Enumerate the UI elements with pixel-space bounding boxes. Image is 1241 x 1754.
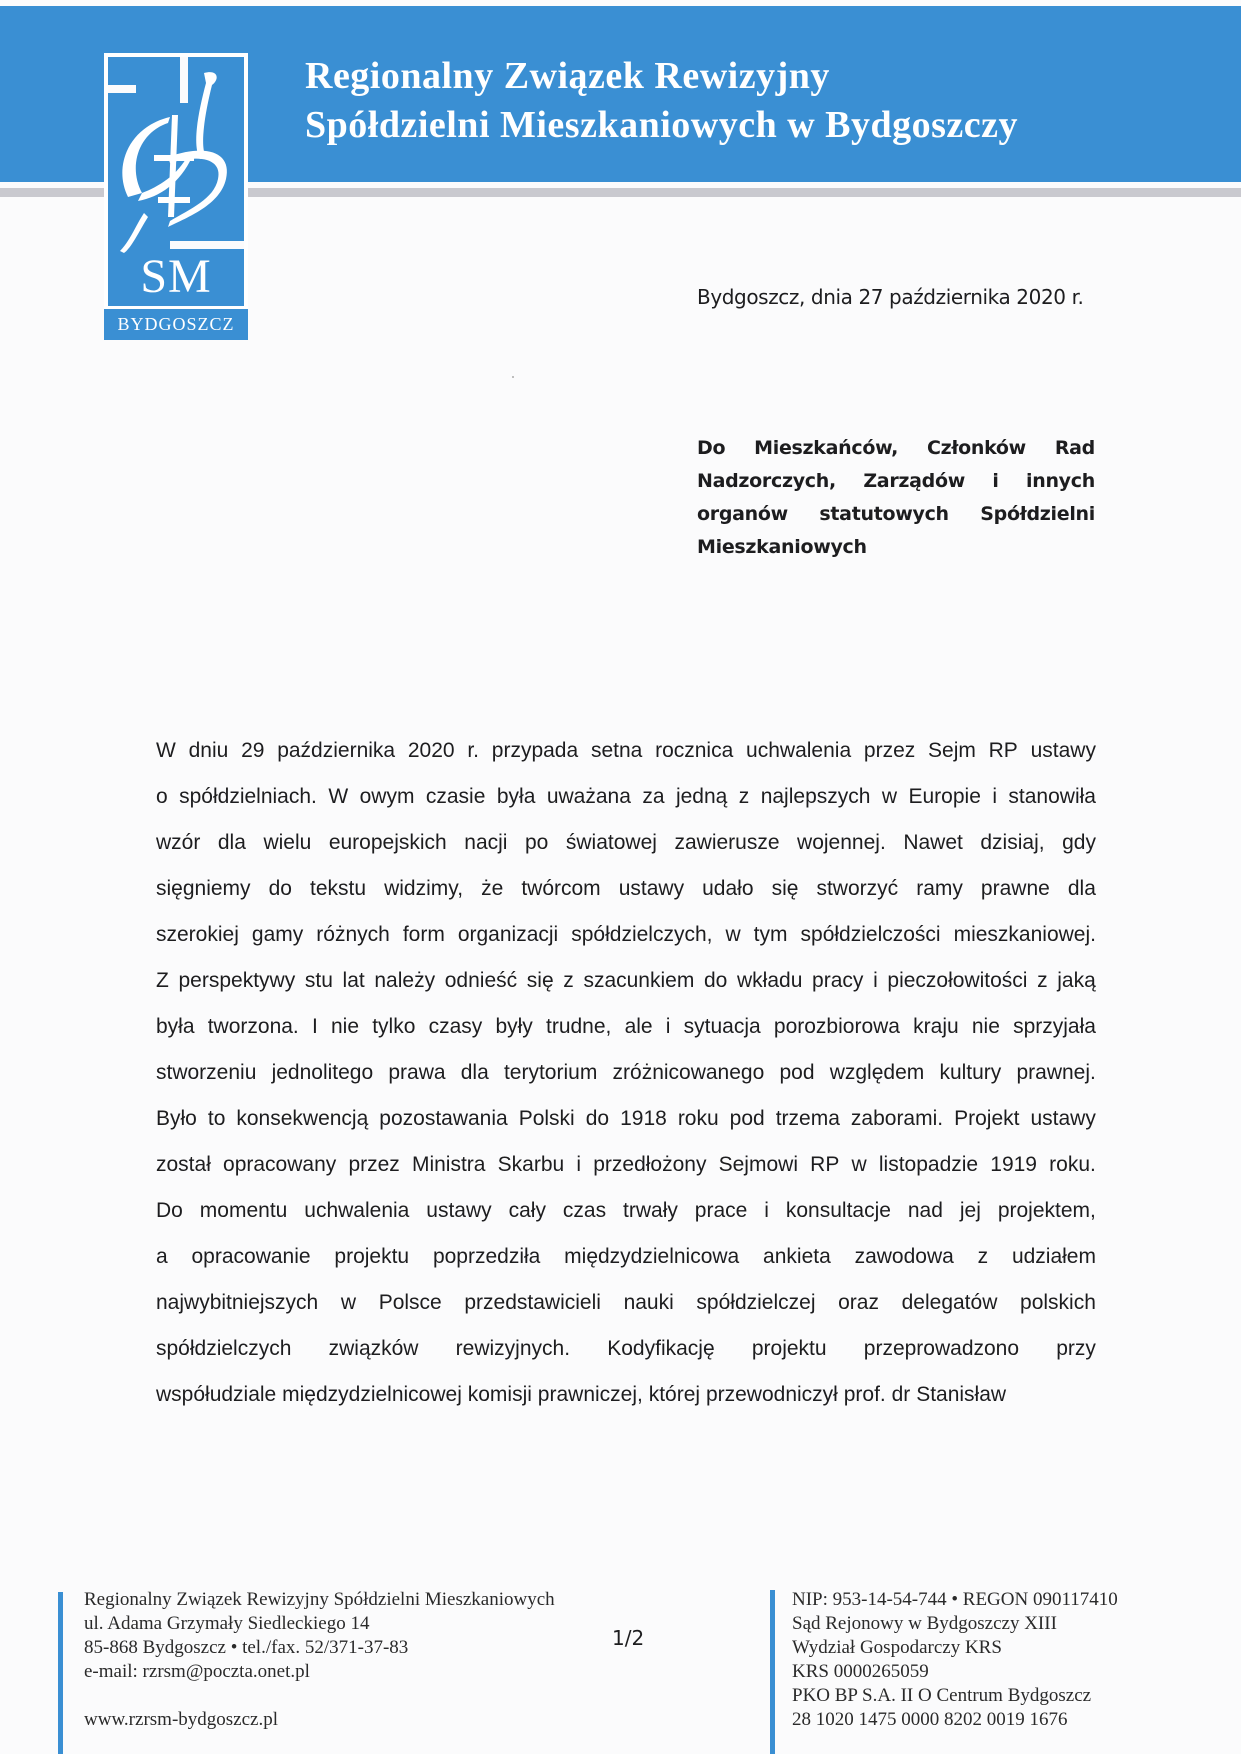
body-word: zróżnicowanego: [612, 1061, 765, 1084]
body-word: prawniczej,: [537, 1383, 643, 1406]
body-word: spółdzielczej: [696, 1291, 816, 1314]
body-word: związków: [328, 1337, 419, 1360]
body-word: RP: [810, 1153, 840, 1176]
body-word: pod: [779, 1061, 815, 1084]
body-word: trwały: [623, 1199, 678, 1222]
body-word: międzydzielnicowa: [564, 1245, 740, 1268]
body-word: w: [881, 785, 898, 808]
body-word: tylko: [372, 1015, 416, 1038]
body-word: ankieta: [763, 1245, 831, 1268]
footer-org-name: Regionalny Związek Rewizyjny Spółdzielni Mieszkaniowych: [84, 1589, 555, 1610]
body-word: I: [311, 1015, 318, 1038]
body-word: 1918: [620, 1107, 667, 1130]
footer-accent-bar-right: [770, 1590, 775, 1754]
body-word: czasie: [425, 785, 486, 808]
body-word: stworzyć: [816, 877, 899, 900]
body-word: form: [402, 923, 445, 946]
body-word: wielu: [263, 831, 312, 854]
body-word: konsekwencją: [236, 1107, 369, 1130]
body-word: Polski: [518, 1107, 575, 1130]
body-word: widzimy,: [384, 877, 464, 900]
body-word: Do: [156, 1199, 183, 1222]
body-word: stu: [304, 969, 333, 992]
body-word: były: [495, 1015, 533, 1038]
body-line: [156, 728, 1096, 774]
footer-bank: PKO BP S.A. II O Centrum Bydgoszcz: [792, 1685, 1092, 1706]
body-word: roku: [677, 1107, 719, 1130]
body-word: polskich: [1020, 1291, 1096, 1314]
footer-account: 28 1020 1475 0000 8202 0019 1676: [792, 1709, 1068, 1730]
letter-body: [156, 728, 1096, 1418]
body-word: W: [156, 739, 176, 762]
body-word: tekstu: [310, 877, 367, 900]
body-word: trzema: [775, 1107, 840, 1130]
body-word: której: [648, 1383, 701, 1406]
body-word: że: [481, 877, 504, 900]
body-word: a: [156, 1245, 168, 1268]
body-line: [156, 1372, 1096, 1418]
footer-registry: [792, 1588, 1118, 1732]
body-word: należy: [374, 969, 436, 992]
body-word: jednolitego: [271, 1061, 374, 1084]
body-word: mieszkaniowej.: [953, 923, 1096, 946]
body-word: jedną: [675, 785, 728, 808]
body-word: Sejm: [928, 739, 976, 762]
body-word: ustawy: [1030, 1107, 1096, 1130]
recipient-word: organów: [697, 503, 788, 525]
recipient-word: Nadzorczych,: [697, 470, 836, 492]
body-word: trudne,: [546, 1015, 612, 1038]
body-word: pozostawania: [379, 1107, 508, 1130]
body-word: w: [340, 1291, 357, 1314]
body-word: gdy: [1062, 831, 1096, 854]
body-word: uchwalenia: [746, 739, 852, 762]
body-word: pieczołowitości: [887, 969, 1028, 992]
body-word: przeprowadzono: [863, 1337, 1020, 1360]
body-word: za: [642, 785, 665, 808]
page-number: 1/2: [612, 1626, 645, 1650]
body-word: jej: [959, 1199, 981, 1222]
footer-division: Wydział Gospodarczy KRS: [792, 1637, 1002, 1658]
footer-contact: [84, 1588, 555, 1732]
body-word: i: [764, 1199, 769, 1222]
body-word: europejskich: [328, 831, 447, 854]
recipient-word: Członków: [926, 437, 1026, 459]
body-word: udziałem: [1011, 1245, 1096, 1268]
body-word: ale: [624, 1015, 653, 1038]
body-word: zawierusze: [674, 831, 780, 854]
body-word: pod: [729, 1107, 765, 1130]
body-word: i: [873, 969, 878, 992]
body-word: Sejmowi: [718, 1153, 798, 1176]
body-word: prace: [694, 1199, 748, 1222]
body-word: o: [156, 785, 168, 808]
body-word: wzór: [156, 831, 201, 854]
body-word: szerokiej: [156, 923, 239, 946]
footer-krs: KRS 0000265059: [792, 1661, 929, 1682]
body-word: nad: [907, 1199, 943, 1222]
body-word: szacunkiem: [583, 969, 695, 992]
body-word: światowej: [565, 831, 657, 854]
body-word: projektu: [334, 1245, 410, 1268]
body-word: RP: [988, 739, 1018, 762]
body-word: dla: [217, 831, 246, 854]
body-line: [156, 912, 1096, 958]
recipient-block: [697, 432, 1095, 564]
recipient-word: statutowych: [819, 503, 949, 525]
footer-accent-bar-left: [58, 1592, 63, 1754]
body-word: Nawet: [903, 831, 963, 854]
body-word: rewizyjnych.: [455, 1337, 571, 1360]
body-word: uważana: [546, 785, 631, 808]
body-line: [156, 1050, 1096, 1096]
body-line: [156, 1188, 1096, 1234]
body-word: nacji: [464, 831, 508, 854]
body-line: [156, 1234, 1096, 1280]
body-word: z: [1037, 969, 1048, 992]
body-word: konsultacje: [785, 1199, 891, 1222]
body-word: wkładu: [737, 969, 803, 992]
body-word: dzisiaj,: [980, 831, 1045, 854]
body-word: Skarbu: [497, 1153, 565, 1176]
scan-speck: [512, 376, 514, 378]
body-word: przedłożony: [593, 1153, 707, 1176]
body-word: była: [156, 1015, 195, 1038]
body-word: nie: [971, 1015, 1000, 1038]
body-word: spółdzielniach.: [179, 785, 317, 808]
body-word: do: [704, 969, 728, 992]
body-word: momentu: [199, 1199, 288, 1222]
body-word: z: [738, 785, 750, 808]
body-line: [156, 1142, 1096, 1188]
body-word: pracy: [812, 969, 864, 992]
body-word: międzydzielnicowej: [282, 1383, 462, 1406]
footer-court: Sąd Rejonowy w Bydgoszczy XIII: [792, 1613, 1057, 1634]
body-word: najwybitniejszych: [156, 1291, 319, 1314]
body-word: przewodniczył: [705, 1383, 838, 1406]
body-word: przy: [1056, 1337, 1096, 1360]
footer-city-phone: 85-868 Bydgoszcz • tel./fax. 52/371-37-83: [84, 1637, 409, 1658]
body-word: do: [268, 877, 292, 900]
body-word: ustawy: [1030, 739, 1096, 762]
body-word: odnieść: [444, 969, 518, 992]
body-word: Było: [156, 1107, 197, 1130]
body-word: dr: [891, 1383, 911, 1406]
body-word: jaką: [1057, 969, 1096, 992]
body-word: Stanisław: [916, 1383, 1007, 1406]
body-word: w: [851, 1153, 867, 1176]
body-line: [156, 1096, 1096, 1142]
body-word: udało: [702, 877, 754, 900]
recipient-word: Mieszkańców,: [754, 437, 899, 459]
body-word: Polsce: [378, 1291, 442, 1314]
body-word: sięgniemy: [156, 877, 251, 900]
body-word: projektu: [751, 1337, 827, 1360]
body-word: Projekt: [954, 1107, 1020, 1130]
recipient-word: Zarządów: [863, 470, 965, 492]
body-line: [156, 958, 1096, 1004]
body-word: komisji: [467, 1383, 532, 1406]
body-word: przypada: [491, 739, 579, 762]
footer-email[interactable]: e-mail: rzrsm@poczta.onet.pl: [84, 1661, 310, 1682]
body-word: projektem,: [997, 1199, 1096, 1222]
body-word: dniu: [188, 739, 229, 762]
body-word: W: [328, 785, 349, 808]
letter-date: Bydgoszcz, dnia 27 października 2020 r.: [697, 285, 1084, 309]
body-word: tym: [753, 923, 788, 946]
body-word: cały: [508, 1199, 546, 1222]
recipient-line: [697, 498, 1095, 531]
body-word: rocznica: [655, 739, 734, 762]
recipient-line: [697, 432, 1095, 465]
body-word: przez: [348, 1153, 400, 1176]
body-word: porozbiorowa: [773, 1015, 900, 1038]
body-word: czasy: [428, 1015, 483, 1038]
body-word: była: [496, 785, 536, 808]
body-word: nie: [330, 1015, 360, 1038]
body-word: ramy: [916, 877, 963, 900]
body-word: spółdzielczości: [800, 923, 941, 946]
body-word: delegatów: [901, 1291, 998, 1314]
recipient-word: Mieszkaniowych: [697, 536, 867, 558]
body-word: w: [725, 923, 741, 946]
body-word: wojennej.: [797, 831, 886, 854]
body-word: poprzedziła: [432, 1245, 541, 1268]
body-line: [156, 1326, 1096, 1372]
body-word: owym: [359, 785, 415, 808]
body-word: prawnej.: [1016, 1061, 1096, 1084]
body-word: spółdzielczych,: [571, 923, 713, 946]
body-word: i: [576, 1153, 582, 1176]
body-word: przez: [863, 739, 916, 762]
body-word: uchwalenia: [304, 1199, 410, 1222]
body-line: [156, 820, 1096, 866]
body-word: do: [585, 1107, 610, 1130]
body-word: zaborami.: [850, 1107, 944, 1130]
body-word: stanowiła: [1008, 785, 1096, 808]
body-word: terytorium: [503, 1061, 598, 1084]
organization-title-line: Spółdzielni Mieszkaniowych w Bydgoszczy: [305, 104, 1019, 146]
body-word: się: [771, 877, 799, 900]
body-word: Z: [156, 969, 169, 992]
recipient-word: innych: [1026, 470, 1095, 492]
footer-street: ul. Adama Grzymały Siedleckiego 14: [84, 1613, 370, 1634]
organization-logo: [104, 53, 248, 340]
body-word: ustawy: [426, 1199, 492, 1222]
body-word: przedstawicieli: [464, 1291, 601, 1314]
body-word: kraju: [913, 1015, 959, 1038]
recipient-line: [697, 465, 1095, 498]
body-word: Kodyfikację: [607, 1337, 715, 1360]
body-word: prawne: [980, 877, 1050, 900]
body-word: dla: [460, 1061, 489, 1084]
organization-title: [305, 52, 1018, 150]
body-word: z: [563, 969, 574, 992]
body-word: dla: [1067, 877, 1096, 900]
body-word: najlepszych: [760, 785, 871, 808]
body-word: twórcom: [521, 877, 601, 900]
body-word: zawodowa: [854, 1245, 954, 1268]
body-word: 1919: [990, 1153, 1037, 1176]
body-word: Europie: [908, 785, 981, 808]
logo-city: BYDGOSZCZ: [104, 306, 248, 340]
body-word: prawa: [388, 1061, 446, 1084]
body-word: względem: [829, 1061, 925, 1084]
body-word: r.: [467, 739, 480, 762]
body-word: różnych: [316, 923, 390, 946]
body-word: listopadzie: [878, 1153, 979, 1176]
recipient-word: Rad: [1054, 437, 1095, 459]
recipient-word: Spółdzielni: [980, 503, 1095, 525]
footer-nip-regon: NIP: 953-14-54-744 • REGON 090117410: [792, 1589, 1118, 1610]
recipient-word: i: [992, 470, 999, 492]
body-word: Ministra: [411, 1153, 486, 1176]
body-word: setna: [590, 739, 643, 762]
recipient-word: Do: [697, 437, 726, 459]
body-word: perspektywy: [178, 969, 296, 992]
body-word: został: [156, 1153, 211, 1176]
body-word: organizacji: [457, 923, 559, 946]
recipient-line: [697, 531, 1095, 564]
body-word: współudziale: [156, 1383, 277, 1406]
body-word: sytuacja: [683, 1015, 761, 1038]
body-word: sprzyjała: [1013, 1015, 1096, 1038]
body-line: [156, 866, 1096, 912]
body-word: opracowanie: [191, 1245, 311, 1268]
body-line: [156, 1280, 1096, 1326]
body-word: nauki: [623, 1291, 674, 1314]
body-word: i: [992, 785, 997, 808]
body-word: ustawy: [618, 877, 685, 900]
body-word: lat: [342, 969, 365, 992]
footer-website[interactable]: www.rzrsm-bydgoszcz.pl: [84, 1709, 278, 1730]
body-word: tworzona.: [207, 1015, 299, 1038]
body-word: oraz: [838, 1291, 879, 1314]
body-word: gamy: [251, 923, 304, 946]
body-word: to: [207, 1107, 226, 1130]
body-word: z: [977, 1245, 989, 1268]
logo-abbreviation: SM: [140, 250, 212, 303]
body-word: roku.: [1049, 1153, 1096, 1176]
body-word: i: [665, 1015, 671, 1038]
body-word: 29: [241, 739, 265, 762]
body-word: po: [525, 831, 549, 854]
body-word: czas: [562, 1199, 607, 1222]
body-word: prof.: [843, 1383, 886, 1406]
body-word: października: [277, 739, 396, 762]
body-word: spółdzielczych: [156, 1337, 292, 1360]
body-word: 2020: [407, 739, 455, 762]
organization-title-line: Regionalny Związek Rewizyjny: [305, 55, 830, 97]
body-word: kultury: [939, 1061, 1002, 1084]
body-word: opracowany: [223, 1153, 337, 1176]
body-line: [156, 1004, 1096, 1050]
body-word: stworzeniu: [156, 1061, 257, 1084]
body-line: [156, 774, 1096, 820]
body-word: się: [526, 969, 554, 992]
